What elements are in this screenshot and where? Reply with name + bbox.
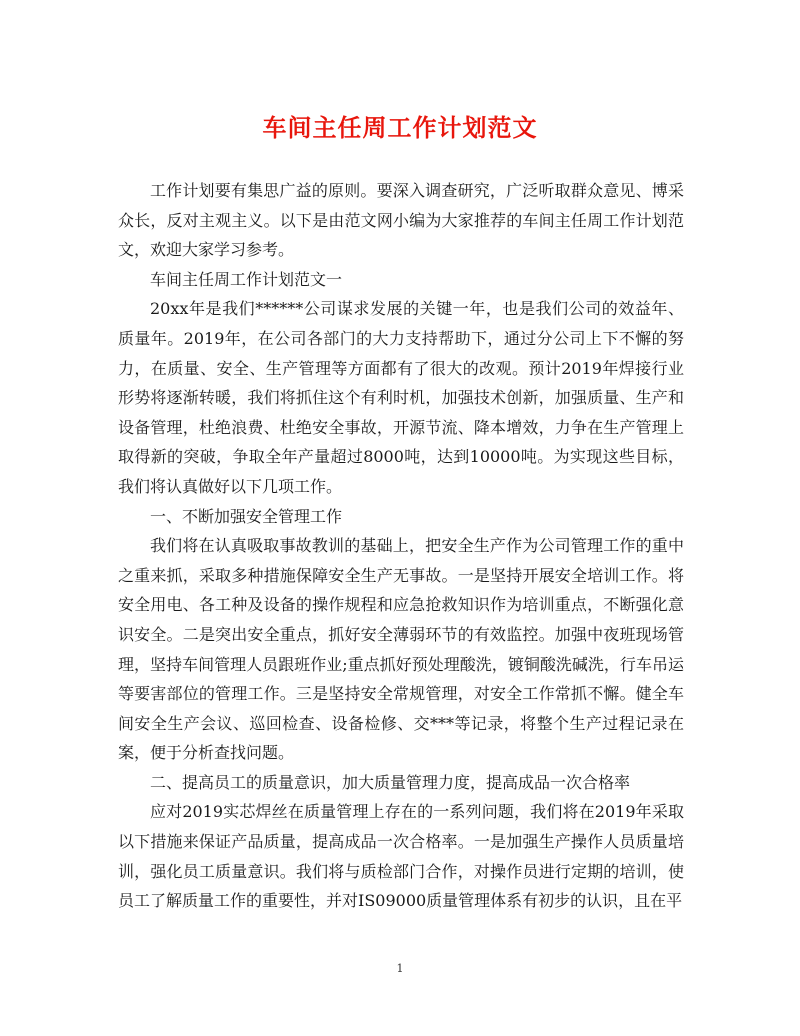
section-heading-safety: 一、不断加强安全管理工作 <box>150 506 343 526</box>
page-number: 1 <box>396 962 404 975</box>
document-body <box>118 176 684 916</box>
document-title: 车间主任周工作计划范文 <box>262 113 538 142</box>
paragraph-quality: 应对2019实芯焊丝在质量管理上存在的一系列问题，我们将在2019年采取以下措施来保证产品质量，提高成品一次合格率。一是加强生产操作人员质量培训，强化员工质量意识。我们将与质检部门合作，对操作员进行定期的培训，使员工了解质量工作的重要性，并对IS09000质量管理体系有初步的认识，且在平 <box>118 802 684 911</box>
section-heading-sample-one: 车间主任周工作计划范文一 <box>150 269 343 289</box>
paragraph-safety: 我们将在认真吸取事故教训的基础上，把安全生产作为公司管理工作的重中之重来抓，采取多种措施保障安全生产无事故。一是坚持开展安全培训工作。将安全用电、各工种及设备的操作规程和应急抢救知识作为培训重点，不断强化意识安全。二是突出安全重点，抓好安全薄弱环节的有效监控。加强中夜班现场管理，坚持车间管理人员跟班作业;重点抓好预处理酸洗，镀铜酸洗碱洗，行车吊运等要害部位的管理工作。三是坚持安全常规管理，对安全工作常抓不懈。健全车间安全生产会议、巡回检查、设备检修、交***等记录，将整个生产过程记录在案，便于分析查找问题。 <box>118 536 684 763</box>
paragraph-overview: 20xx年是我们******公司谋求发展的关键一年，也是我们公司的效益年、质量年。2019年，在公司各部门的大力支持帮助下，通过分公司上下不懈的努力，在质量、安全、生产管理等方面都有了很大的改观。预计2019年焊接行业形势将逐渐转暖，我们将抓住这个有利时机，加强技术创新，加强质量、生产和设备管理，杜绝浪费、杜绝安全事故，开源节流、降本增效，力争在生产管理上取得新的突破，争取全年产量超过8000吨，达到10000吨。为实现这些目标，我们将认真做好以下几项工作。 <box>118 299 684 496</box>
paragraph-intro: 工作计划要有集思广益的原则。要深入调查研究，广泛听取群众意见、博采众长，反对主观主义。以下是由范文网小编为大家推荐的车间主任周工作计划范文，欢迎大家学习参考。 <box>118 181 684 260</box>
section-heading-quality: 二、提高员工的质量意识，加大质量管理力度，提高成品一次合格率 <box>150 772 631 792</box>
